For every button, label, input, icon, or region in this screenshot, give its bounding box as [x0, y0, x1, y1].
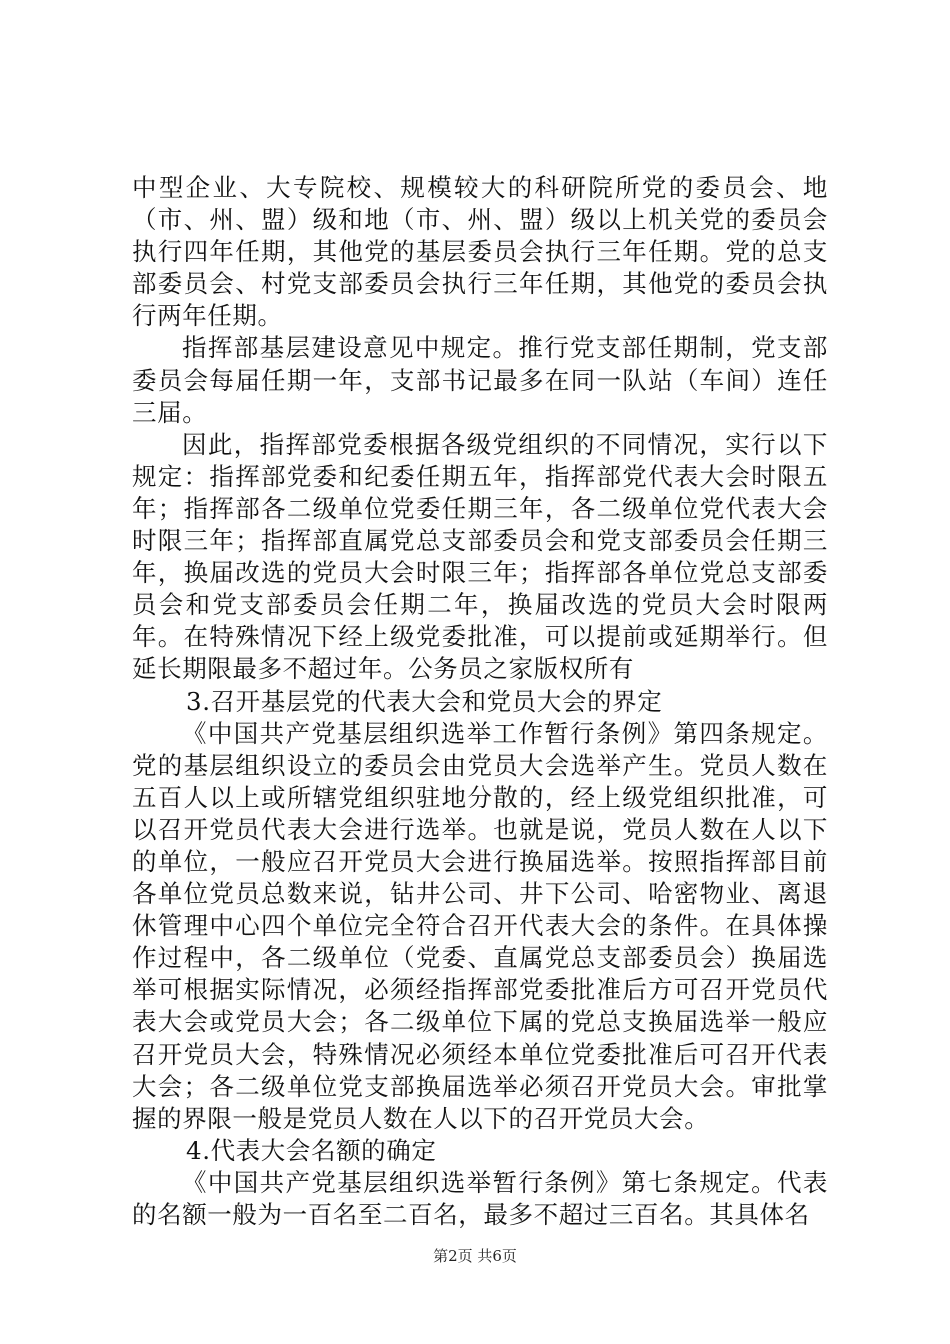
paragraph-delegate-quota: 《中国共产党基层组织选举暂行条例》第七条规定。代表的名额一般为一百名至二百名，最多不超过三百名。其具体名 [132, 1167, 828, 1229]
section-heading-3: 3.召开基层党的代表大会和党员大会的界定 [186, 686, 663, 716]
paragraph-congress-definition: 《中国共产党基层组织选举工作暂行条例》第四条规定。党的基层组织设立的委员会由党员大会选举产生。党员人数在五百人以上或所辖党组织驻地分散的，经上级党组织批准，可以召开党员代表大会进行选举。也就是说，党员人数在人以下的单位，一般应召开党员大会进行换届选举。按照指挥部目前各单位党员总数来说，钻井公司、井下公司、哈密物业、离退休管理中心四个单位完全符合召开代表大会的条件。在具体操作过程中，各二级单位（党委、直属党总支部委员会）换届选举可根据实际情况，必须经指挥部党委批准后方可召开党员代表大会或党员大会；各二级单位下属的党总支换届选举一般应召开党员大会，特殊情况必须经本单位党委批准后可召开代表大会；各二级单位党支部换届选举必须召开党员大会。审批掌握的界限一般是党员人数在人以下的召开党员大会。 [132, 718, 828, 1133]
paragraph-branch-term: 指挥部基层建设意见中规定。推行党支部任期制，党支部委员会每届任期一年，支部书记最多在同一队站（车间）连任三届。 [132, 333, 828, 427]
page-footer: 第2页 共6页 [433, 1247, 517, 1265]
document-body [132, 172, 828, 1231]
paragraph-term-rules: 中型企业、大专院校、规模较大的科研院所党的委员会、地（市、州、盟）级和地（市、州、盟）级以上机关党的委员会执行四年任期，其他党的基层委员会执行三年任期。党的总支部委员会、村党支部委员会执行三年任期，其他党的委员会执行两年任期。 [132, 173, 828, 331]
paragraph-hq-rules: 因此，指挥部党委根据各级党组织的不同情况，实行以下规定：指挥部党委和纪委任期五年，指挥部党代表大会时限五年；指挥部各二级单位党委任期三年，各二级单位党代表大会时限三年；指挥部直属党总支部委员会和党支部委员会任期三年，换届改选的党员大会时限三年；指挥部各单位党总支部委员会和党支部委员会任期二年，换届改选的党员大会时限两年。在特殊情况下经上级党委批准，可以提前或延期举行。但延长期限最多不超过年。公务员之家版权所有 [132, 429, 828, 684]
section-heading-4: 4.代表大会名额的确定 [186, 1135, 437, 1165]
